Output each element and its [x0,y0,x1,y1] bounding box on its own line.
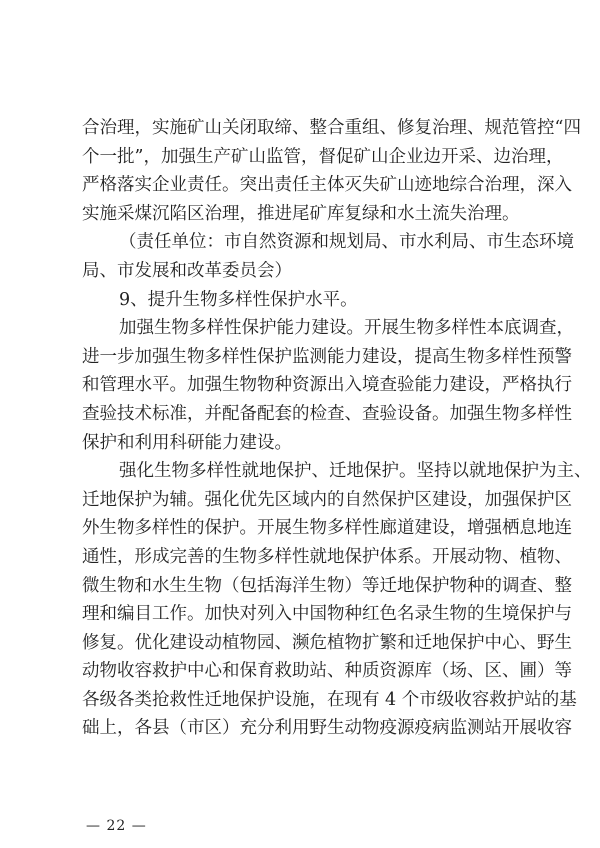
text-line: 微生物和水生生物（包括海洋生物）等迁地保护物种的调查、整 [82,575,572,596]
text-line: 加强生物多样性保护能力建设。开展生物多样性本底调查， [119,318,574,339]
text-line: 理和编目工作。加快对列入中国物种红色名录生物的生境保护与 [82,604,572,625]
text-line: 外生物多样性的保护。开展生物多样性廊道建设，增强栖息地连 [82,518,572,539]
text-line: 强化生物多样性就地保护、迁地保护。坚持以就地保护为主、 [119,461,592,482]
paragraph [82,314,574,457]
text-line: 实施采煤沉陷区治理，推进尾矿库复绿和水土流失治理。 [82,203,520,224]
text-line: 查验技术标准，并配备配套的检查、查验设备。加强生物多样性 [82,403,572,424]
text-line: 通性，形成完善的生物多样性就地保护体系。开展动物、植物、 [82,546,572,567]
paragraph [82,286,526,315]
page-number: — 22 — [86,818,147,834]
text-line: 进一步加强生物多样性保护监测能力建设，提高生物多样性预警 [82,346,572,367]
text-line: 和管理水平。加强生物物种资源出入境查验能力建设，严格执行 [82,375,572,396]
text-line: 合治理，实施矿山关闭取缔、整合重组、修复治理、规范管控“四 [82,118,581,138]
text-line: 保护和利用科研能力建设。 [82,432,292,453]
text-line: 础上，各县（市区）充分利用野生动物疫源疫病监测站开展收容 [82,718,572,739]
text-line: 严格落实企业责任。突出责任主体灭失矿山迹地综合治理，深入 [82,175,572,196]
text-line: 动物收容救护中心和保育救助站、种质资源库（场、区、圃）等 [82,661,572,682]
text-line: 各级各类抢救性迁地保护设施，在现有 4 个市级收容救护站的基 [82,689,577,710]
text-line: 个一批”，加强生产矿山监管，督促矿山企业边开采、边治理， [82,146,564,167]
text-line: 修复。优化建设动植物园、濒危植物扩繁和迁地保护中心、野生 [82,632,572,653]
document-body [82,114,592,743]
text-line: 9、提升生物多样性保护水平。 [119,289,358,310]
text-line: （责任单位：市自然资源和规划局、市水利局、市生态环境 [119,232,574,253]
paragraph [82,114,581,228]
text-line: 迁地保护为辅。强化优先区域内的自然保护区建设，加强保护区 [82,489,572,510]
paragraph [82,457,592,743]
text-line: 局、市发展和改革委员会） [82,260,292,281]
paragraph [82,228,574,285]
